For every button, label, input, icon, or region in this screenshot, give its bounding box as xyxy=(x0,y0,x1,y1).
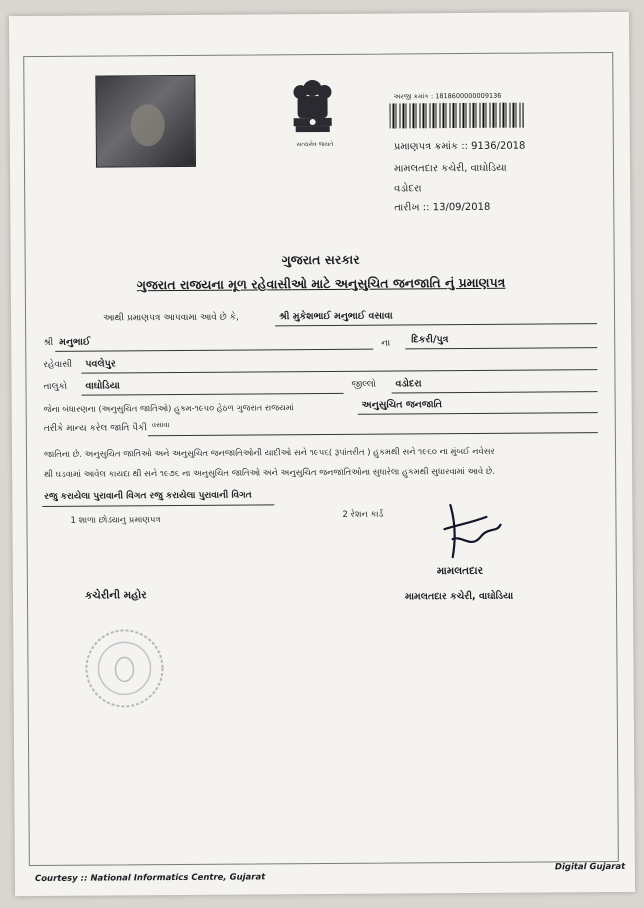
district-value: વડોદરા xyxy=(395,378,422,390)
government-title: ગુજરાત સરકાર xyxy=(281,251,360,268)
emblem-caption: સત્યમેવ જયતે xyxy=(296,140,334,149)
caste-value: વસાવા xyxy=(151,421,170,430)
seal-label: કચેરીની મહોર xyxy=(84,589,147,602)
office-seal-icon xyxy=(81,625,168,712)
residence-label: રહેવાસી xyxy=(43,359,73,370)
father-label: શ્રી xyxy=(43,337,54,348)
signatory-title: મામલતદાર xyxy=(436,564,484,578)
category-value: અનુસુચિત જનજાતિ xyxy=(361,399,443,411)
issuing-office: મામલતદાર કચેરી, વાઘોડિયા xyxy=(393,162,507,175)
legal-line-1: જાતિના છે. અનુસુચિત જાતિઓ અને અનુસુચિત જનજાતિઓની યાદીઓ સને ૧૯૫૬( રૂપાંતરીત ) હુકમથી સને ૧૯૬૦ ના મુંબઈ નવેસર xyxy=(43,445,495,459)
signatory-office: મામલતદાર કચેરી, વાઘોડિયા xyxy=(404,590,514,603)
evidence-item-1: 1 શાળા છોડ્યાનુ પ્રમાણપત્ર xyxy=(70,515,161,526)
footer-courtesy: Courtesy :: National Informatics Centre, Gujarat xyxy=(34,872,266,885)
relation-value: દિકરી/પુત્ર xyxy=(411,334,449,346)
father-name: મનુભાઈ xyxy=(59,336,91,348)
certificate-number: પ્રમાણપત્ર ક્રમાંક :: 9136/2018 xyxy=(393,140,526,153)
evidence-heading: રજુ કરાયેલા પુરાવાની વિગત રજુ કરાયેલા પુરાવાની વિગત xyxy=(44,490,252,502)
certificate-title: ગુજરાત રાજયના મૂળ રહેવાસીઓ માટે અનુસુચિત જનજાતિ નું પ્રમાણપત્ર xyxy=(136,274,506,293)
evidence-item-2: 2 રેશન કાર્ડ xyxy=(342,509,384,520)
issue-date: તારીખ :: 13/09/2018 xyxy=(394,201,491,214)
footer-brand: Digital Gujarat xyxy=(554,861,626,873)
intro-label: આથી પ્રમાણપત્ર આપવામા આવે છે કે, xyxy=(103,312,239,324)
residence-value: પવલેપુર xyxy=(85,358,116,370)
relation-label: ના xyxy=(381,338,391,349)
issuing-district: વડોદરા xyxy=(394,183,422,195)
signature-icon xyxy=(436,499,508,564)
recognized-label: તરીકે માન્ય કરેલ જાતિ પૈકી xyxy=(43,423,147,434)
legal-line-2: થી ઘડવામાં આવેલ કાયદા થી સને ૧૯૭૬ ના અનુસુચિત જાતિઓ અને અનુસુચિત જનજાતિઓના સુધારેલા હુકમથી સુધારવામાં આવે છે. xyxy=(44,465,496,479)
taluka-label: તાલુકો xyxy=(43,381,68,392)
legal-paragraph xyxy=(44,440,604,484)
taluka-value: વાઘોડિયા xyxy=(85,380,120,392)
certificate-sheet xyxy=(9,12,635,896)
order-text: જેના બંધારણના (અનુસુચિત જાતિઓ) હુકમ-૧૯૫૦ હેઠળ ગુજરાત રાજયમાં xyxy=(43,402,294,414)
applicant-name: શ્રી મુકેશભાઈ મનુભાઈ વસાવા xyxy=(279,310,393,323)
district-label: જીલ્લો xyxy=(351,379,376,390)
state-emblem-icon xyxy=(285,74,340,148)
application-serial: અરજી ક્રમાંક : 1818600000009136 xyxy=(393,91,502,101)
barcode xyxy=(390,103,524,129)
applicant-photo xyxy=(95,75,196,168)
